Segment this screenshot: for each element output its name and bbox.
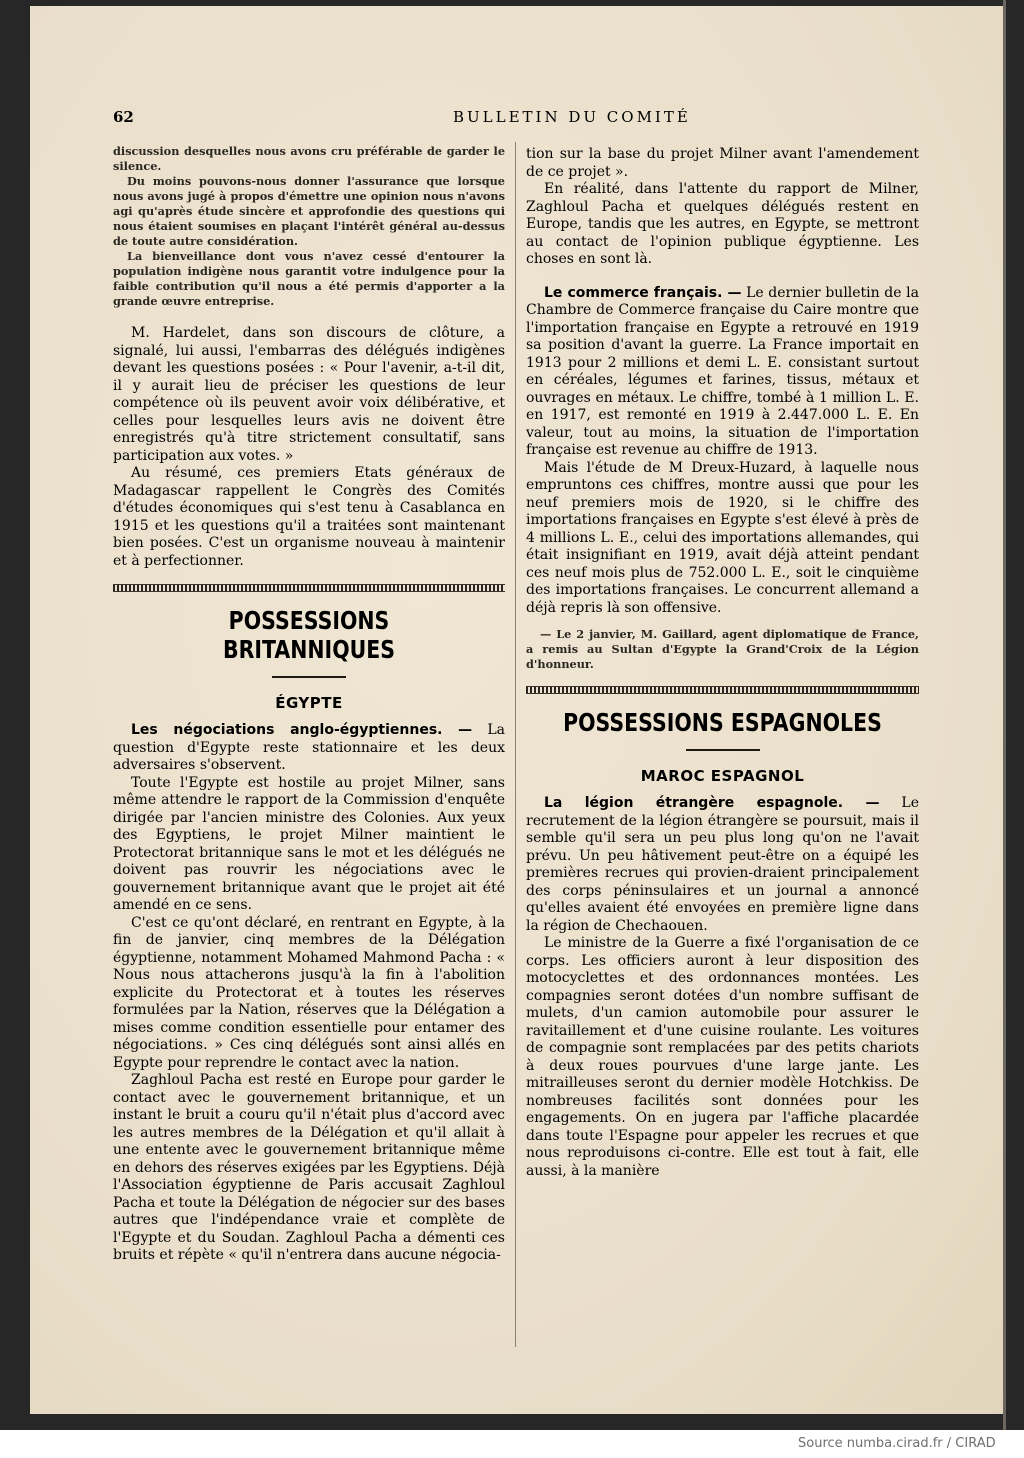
paragraph: Zaghloul Pacha est resté en Europe pour garder le contact avec le gouvernement britannique, et un instant le bruit a couru qu'il n'était plus d'accord avec les autres membres de la Délégation et qu'il allait à une entente avec le gouvernement britannique même en dehors des réserves exigées par les Egyptiens. Déjà l'Association égyptienne de Paris accusait Zaghloul Pacha et toute la Délégation de négocier sur des bases autres que l'indépendance vraie et complète de l'Egypte et du Soudan. Zaghloul Pacha a démenti ces bruits et répète « qu'il n'entrera dans aucune négocia-: [113, 1072, 505, 1263]
paragraph: Toute l'Egypte est hostile au projet Milner, sans même attendre le rapport de la Commission d'enquête dirigée par l'ancien ministre des Colonies. Aux yeux des Egyptiens, le projet Milner maintient le Protectorat britannique sans le mot et les délégués ne doivent pas rouvrir les négociations avec le gouvernement britannique avant que le projet ait été amendé en ce sens.: [113, 774, 505, 913]
running-title: BULLETIN DU COMITÉ: [453, 108, 691, 126]
paragraph: Le recrutement de la légion étrangère se poursuit, mais il semble qu'il sera un peu plus long qu'on ne l'avait prévu. Un peu hâtivement peut-être on a équipé les premières recrues qui provien-draient principalement des corps péninsulaires et un journal a annoncé qu'elles avaient été envoyées en première ligne dans la région de Chechaouen.: [526, 795, 919, 934]
subhead-egypte: ÉGYPTE: [275, 694, 343, 712]
title-rule: [686, 749, 760, 751]
page-number: 62: [113, 108, 134, 126]
paragraph: Le ministre de la Guerre a fixé l'organisation de ce corps. Les officiers auront à leur disposition des motocyclettes et des ordonnances montées. Les compagnies seront dotées d'un nombre suffisant de mulets, d'un camion automobile pour assurer le ravitaillement et d'une cuisine roulante. Les voitures de compagnie sont remplacées par des petits chariots à deux roues pourvues d'une large jante. Les mitrailleuses seront du dernier modèle Hotchkiss. De nombreuses facilités sont données pour les engagements. On en jugera par l'affiche placardée dans toute l'Espagne pour appeler les recrues et que nous reproduisons ci-contre. Elle est tout à fait, elle aussi, à la manière: [526, 935, 919, 1179]
paragraph: — Le 2 janvier, M. Gaillard, agent diplomatique de France, a remis au Sultan d'Egypte la Grand'Croix de la Légion d'honneur.: [526, 627, 919, 671]
section-title-british: POSSESSIONS BRITANNIQUES: [222, 606, 396, 664]
title-rule: [272, 676, 346, 678]
paragraph: La question d'Egypte reste stationnaire et les deux adversaires s'observent.: [113, 722, 506, 773]
lead-negociations: Les négociations anglo-égyptiennes. —: [131, 722, 473, 738]
subhead-maroc: MAROC ESPAGNOL: [640, 767, 805, 785]
paragraph: En réalité, dans l'attente du rapport de Milner, Zaghloul Pacha et quelques délégués restent en Europe, tandis que les autres, en Egypte, se mettront au contact de l'opinion publique égyptienne. Les choses en sont là.: [526, 181, 919, 267]
running-header: [113, 108, 943, 132]
paragraph: tion sur la base du projet Milner avant l'amendement de ce projet ».: [526, 146, 919, 180]
paragraph: Le dernier bulletin de la Chambre de Commerce française du Caire montre que l'importation française en Egypte a retrouvé en 1919 sa position d'avant la guerre. La France importait en 1913 pour 2 millions et demi L. E. consistant surtout en céréales, légumes et farines, tissus, métaux et ouvrages en métaux. Le chiffre, tombé à 1 million L. E. en 1917, est remonté en 1919 à 2.447.000 L. E. En valeur, tout au moins, la situation de l'importation française est revenue au chiffre de 1913.: [526, 284, 920, 458]
dotted-separator: [526, 686, 919, 694]
dotted-separator: [113, 584, 505, 592]
column-rule: [515, 142, 516, 1347]
paragraph: C'est ce qu'ont déclaré, en rentrant en Egypte, à la fin de janvier, cinq membres de la Délégation égyptienne, notamment Mohamed Mahmond Pacha : « Nous nous attacherons jusqu'à la fin à l'abolition explicite du Protectorat et à toutes les réserves formulées par la Nation, réserves que la Délégation a mises comme condition essentielle pour entamer des négociations. » Ces cinq délégués sont ainsi allés en Egypte pour reprendre le contact avec la nation.: [113, 914, 505, 1071]
lead-legion: La légion étrangère espagnole. —: [544, 795, 880, 811]
right-column: [526, 146, 919, 1180]
paragraph: Mais l'étude de M Dreux-Huzard, à laquelle nous empruntons ces chiffres, montre aussi que pour les neuf premiers mois de 1920, si le chiffre des importations françaises en Egypte s'est élevé à près de 4 millions L. E., celui des importations allemandes, qui était insignifiant en 1919, avait déjà atteint pendant ces neuf mois plus de 752.000 L. E., soit le cinquième des importations françaises. Le concurrent allemand a déjà repris là son offensive.: [526, 459, 919, 616]
section-title-spanish: POSSESSIONS ESPAGNOLES: [563, 708, 882, 737]
paragraph: Au résumé, ces premiers Etats généraux de Madagascar rappellent le Congrès des Comités d'études économiques qui s'est tenu à Casablanca en 1915 et les questions qu'il a traitées sont maintenant bien posées. C'est un organisme nouveau à maintenir et à perfectionner.: [113, 465, 505, 569]
source-caption: Source numba.cirad.fr / CIRAD: [798, 1436, 996, 1451]
paragraph: La bienveillance dont vous n'avez cessé d'entourer la population indigène nous garantit votre indulgence pour la faible contribution qu'il nous a été permis d'apporter a la grande œuvre entreprise.: [113, 249, 505, 308]
left-column: [113, 144, 505, 1265]
paragraph: M. Hardelet, dans son discours de clôture, a signalé, lui aussi, l'embarras des délégués indigènes devant les questions posées : « Pour l'avenir, a-t-il dit, il y aurait lieu de préciser les questions de leur compétence où ils peuvent avoir voix délibérative, et celles pour lesquelles leurs avis ne doivent être enregistrés qu'à titre strictement consultatif, sans participation aux votes. »: [113, 325, 505, 464]
paragraph: Du moins pouvons-nous donner l'assurance que lorsque nous avons jugé à propos d'émettre une opinion nous n'avons agi qu'après étude sincère et approfondie des questions qui nous étaient soumises en plaçant l'intérêt général au-dessus de toute autre considération.: [113, 174, 505, 248]
page-edge: [1003, 0, 1006, 1430]
lead-commerce: Le commerce français. —: [544, 284, 742, 301]
paragraph: discussion desquelles nous avons cru préférable de garder le silence.: [113, 144, 505, 173]
